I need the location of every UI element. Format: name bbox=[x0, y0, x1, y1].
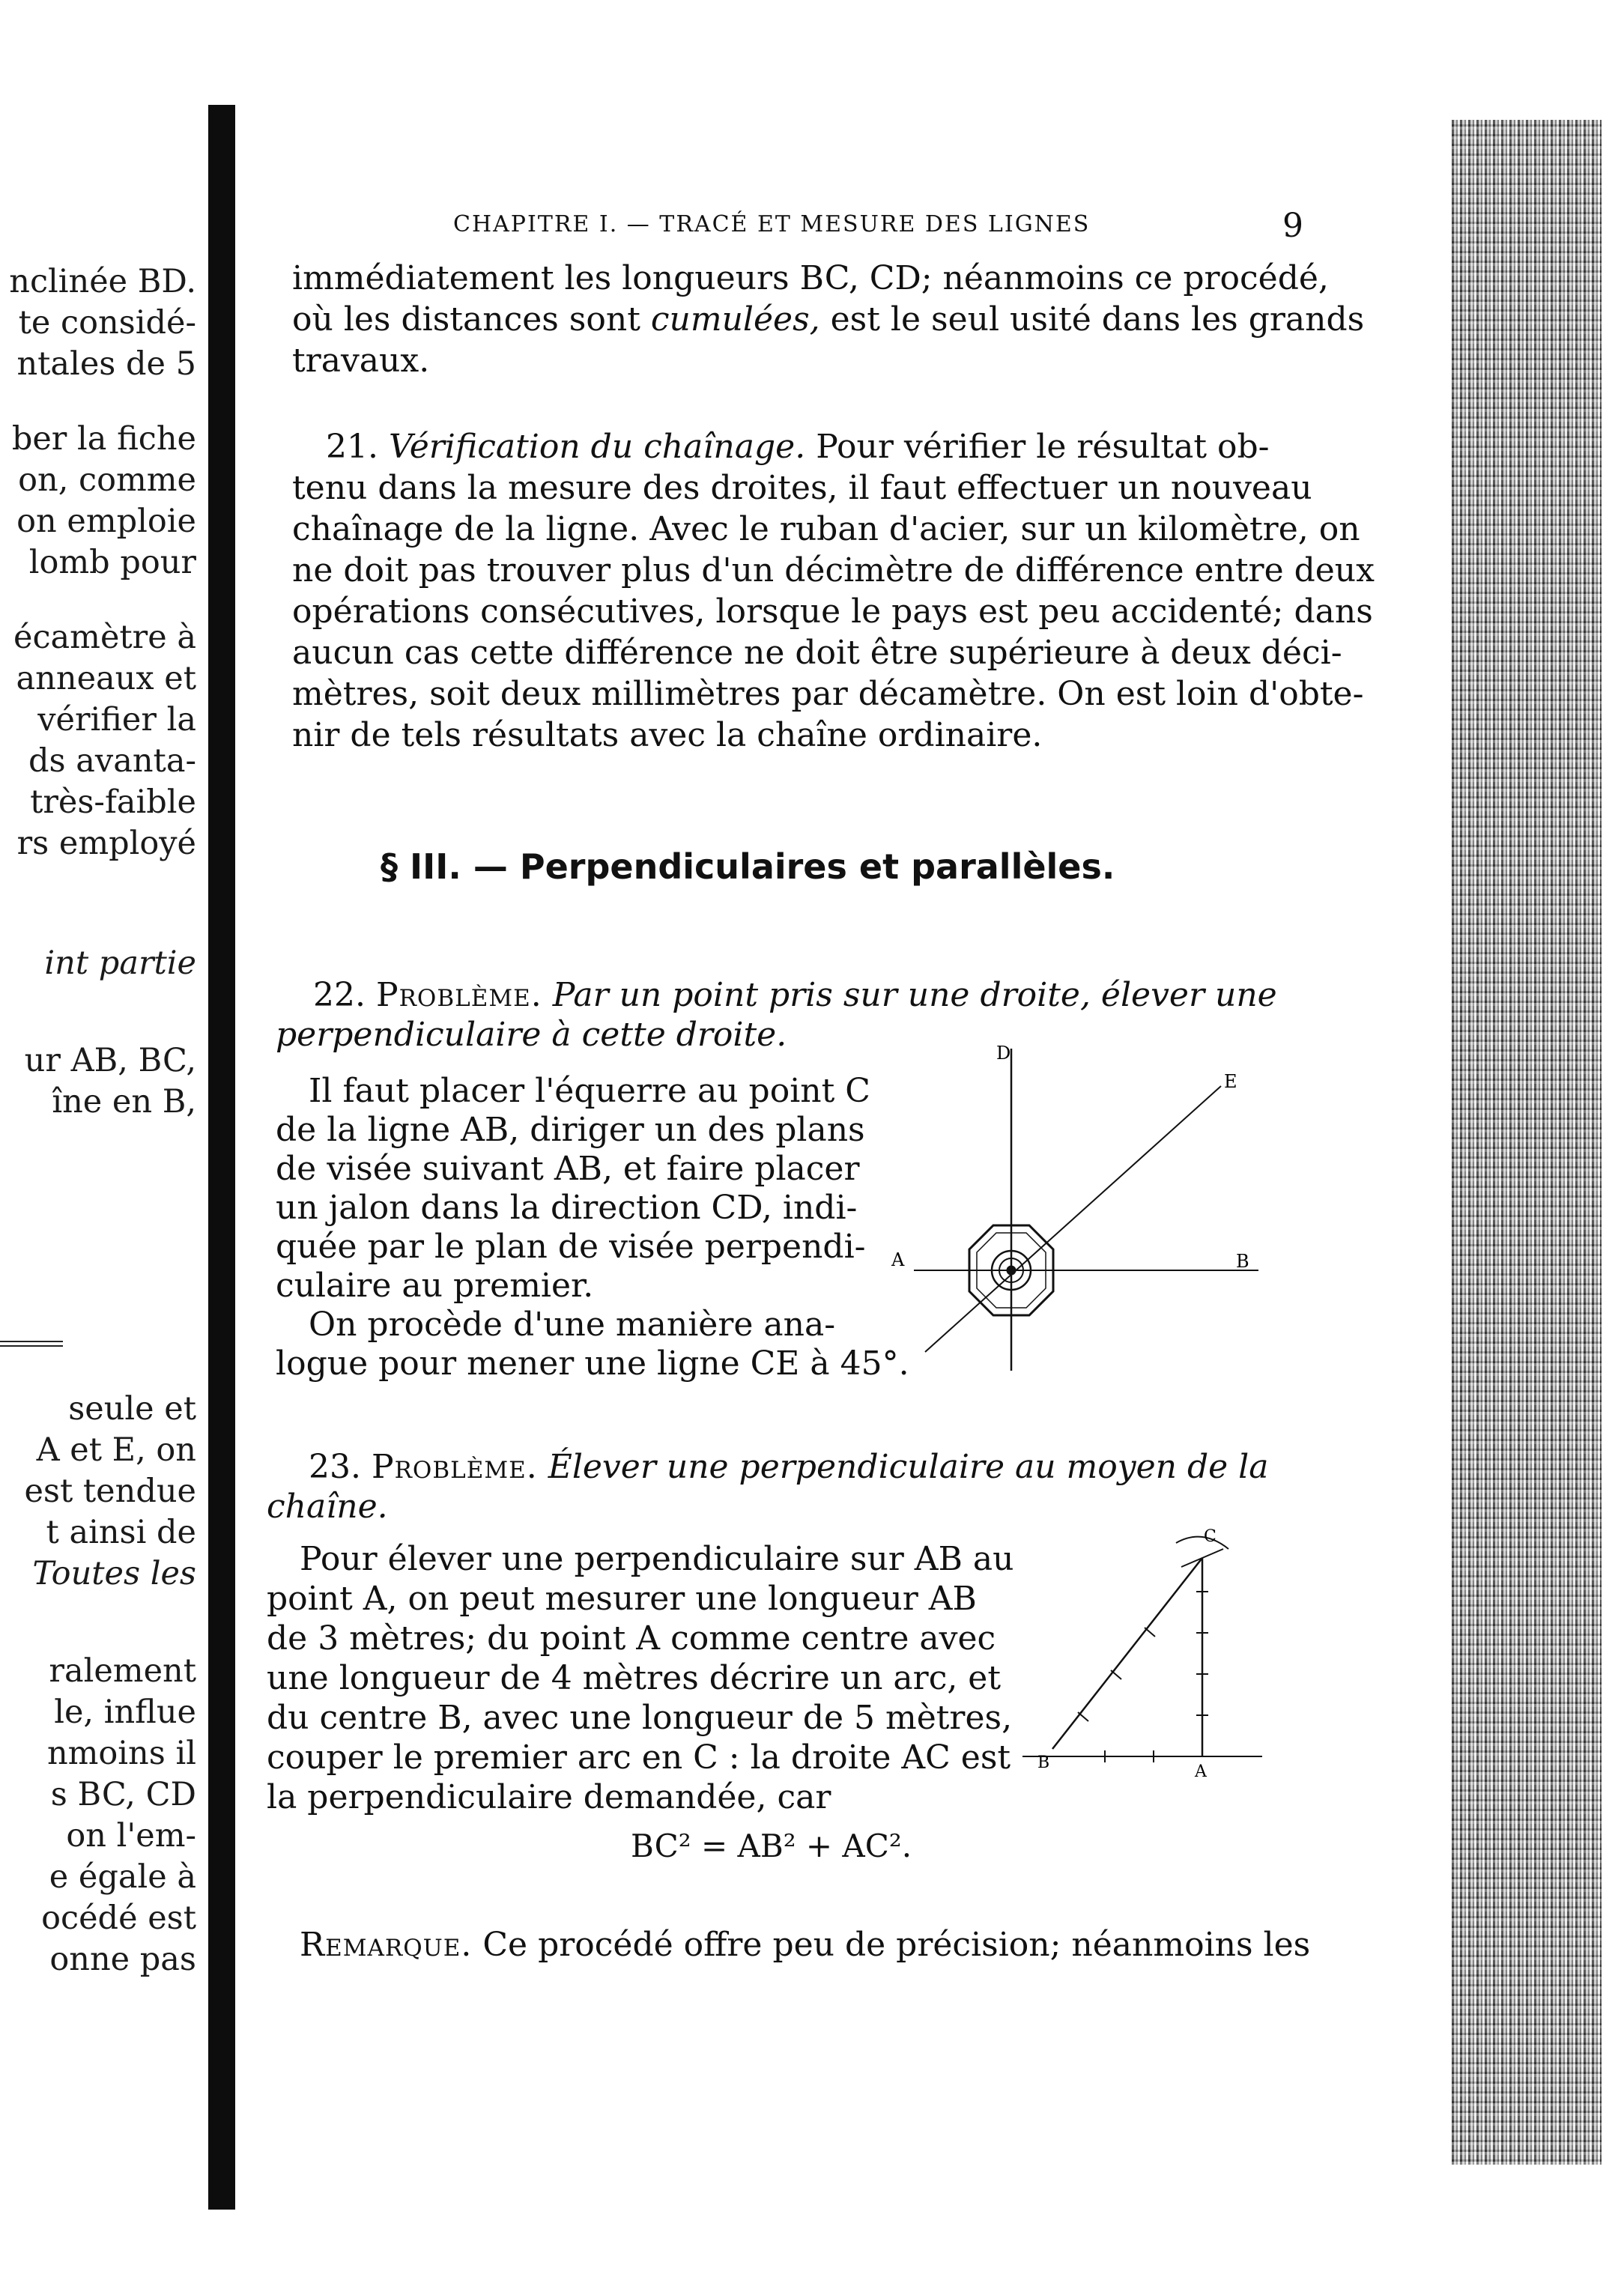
left-page-line: on l'em- bbox=[66, 1817, 196, 1855]
body-line: logue pour mener une ligne CE à 45°. bbox=[276, 1344, 909, 1383]
left-page-line: ds avanta- bbox=[28, 742, 196, 780]
problem-label: Problème. bbox=[371, 1448, 538, 1486]
line-bc bbox=[1052, 1558, 1202, 1749]
figure-equerre bbox=[869, 1034, 1273, 1386]
body-line: On procède d'une manière ana- bbox=[309, 1306, 836, 1344]
running-head: CHAPITRE I. — TRACÉ ET MESURE DES LIGNES bbox=[453, 211, 1091, 237]
body-line: de 3 mètres; du point A comme centre avec bbox=[267, 1619, 996, 1658]
left-page-line: le, influe bbox=[54, 1694, 196, 1731]
left-page-line: onne pas bbox=[49, 1941, 196, 1978]
left-page-line: int partie bbox=[44, 945, 196, 982]
body-line: chaînage de la ligne. Avec le ruban d'acier, sur un kilomètre, on bbox=[292, 510, 1360, 548]
label-a: A bbox=[1195, 1762, 1207, 1781]
body-line: tenu dans la mesure des droites, il faut effectuer un nouveau bbox=[292, 469, 1312, 507]
left-page-line: on emploie bbox=[16, 503, 196, 540]
left-page-line: océdé est bbox=[41, 1899, 196, 1937]
arc-a bbox=[1176, 1537, 1228, 1549]
italic-run: cumulées, bbox=[650, 300, 820, 339]
body-line: nir de tels résultats avec la chaîne ordinaire. bbox=[292, 716, 1043, 754]
body-line: ne doit pas trouver plus d'un décimètre de différence entre deux bbox=[292, 551, 1375, 589]
label-c: C bbox=[1204, 1527, 1217, 1546]
left-page-line: ntales de 5 bbox=[16, 345, 196, 383]
paragraph-23-statement bbox=[309, 1447, 1268, 1488]
book-gutter bbox=[208, 105, 235, 2210]
body-line: aucun cas cette différence ne doit être supérieure à deux déci- bbox=[292, 634, 1342, 672]
paragraph-title: Vérification du chaînage. bbox=[388, 428, 806, 466]
section-heading: § III. — Perpendiculaires et parallèles. bbox=[381, 846, 1115, 887]
previous-page-fragment bbox=[0, 101, 202, 2213]
left-page-line: nmoins il bbox=[46, 1735, 196, 1772]
text-run: Pour vérifier le résultat ob- bbox=[805, 428, 1270, 466]
body-line bbox=[292, 300, 1364, 340]
body-line: mètres, soit deux millimètres par décamètre. On est loin d'obte- bbox=[292, 675, 1364, 713]
line-ce bbox=[925, 1086, 1221, 1352]
left-page-line: anneaux et bbox=[16, 660, 196, 697]
center-point bbox=[1007, 1266, 1016, 1275]
label-b: B bbox=[1236, 1251, 1249, 1272]
body-line: une longueur de 4 mètres décrire un arc, et bbox=[267, 1659, 1002, 1697]
left-page-line: s BC, CD bbox=[50, 1776, 196, 1813]
text-run: Ce procédé offre peu de précision; néanmoins les bbox=[472, 1926, 1311, 1964]
page-number: 9 bbox=[1282, 207, 1303, 245]
left-page-line: on, comme bbox=[18, 461, 196, 499]
body-line: du centre B, avec une longueur de 5 mètres, bbox=[267, 1699, 1013, 1737]
left-page-line: lomb pour bbox=[28, 544, 196, 581]
paragraph-number: 21. bbox=[326, 428, 378, 466]
body-line: travaux. bbox=[292, 342, 430, 380]
problem-label: Problème. bbox=[375, 976, 542, 1014]
left-page-line: très-faible bbox=[30, 783, 196, 821]
body-line: la perpendiculaire demandée, car bbox=[267, 1778, 831, 1816]
page-edges bbox=[1452, 120, 1602, 2165]
body-line: de la ligne AB, diriger un des plans bbox=[276, 1111, 865, 1149]
left-page-line: nclinée BD. bbox=[9, 263, 196, 300]
left-page-line: vérifier la bbox=[37, 701, 196, 739]
paragraph-number: 22. bbox=[313, 976, 366, 1014]
formula: BC² = AB² + AC². bbox=[631, 1828, 912, 1864]
left-page-line: îne en B, bbox=[52, 1083, 196, 1121]
left-page-line: écamètre à bbox=[13, 619, 196, 656]
text-run: où les distances sont bbox=[292, 300, 651, 339]
body-line: immédiatement les longueurs BC, CD; néanmoins ce procédé, bbox=[292, 259, 1329, 297]
problem-statement-cont: perpendiculaire à cette droite. bbox=[276, 1016, 787, 1054]
body-line: un jalon dans la direction CD, indi- bbox=[276, 1189, 858, 1227]
body-line: de visée suivant AB, et faire placer bbox=[276, 1150, 860, 1188]
problem-statement: Par un point pris sur une droite, élever une bbox=[552, 976, 1277, 1014]
left-page-line: e égale à bbox=[49, 1858, 196, 1896]
left-page-line: Toutes les bbox=[32, 1555, 196, 1592]
body-line: quée par le plan de visée perpendi- bbox=[276, 1228, 866, 1266]
left-page-line: A et E, on bbox=[36, 1431, 196, 1469]
left-page-line: te considé- bbox=[18, 304, 196, 342]
body-line: opérations consécutives, lorsque le pays est peu accidenté; dans bbox=[292, 592, 1373, 631]
body-line: culaire au premier. bbox=[276, 1267, 594, 1305]
label-d: D bbox=[996, 1043, 1011, 1064]
label-a: A bbox=[891, 1249, 905, 1270]
left-page-line: est tendue bbox=[24, 1473, 196, 1510]
body-line: Pour élever une perpendiculaire sur AB au bbox=[300, 1540, 1014, 1578]
body-line: Il faut placer l'équerre au point C bbox=[309, 1072, 870, 1110]
left-page-line: ralement bbox=[49, 1652, 196, 1690]
paragraph-21-first-line bbox=[326, 427, 1270, 467]
left-page-line: ber la fiche bbox=[11, 420, 196, 458]
left-page-line: ur AB, BC, bbox=[24, 1042, 196, 1079]
body-line: couper le premier arc en C : la droite AC est bbox=[267, 1738, 1011, 1777]
left-page-line: t ainsi de bbox=[46, 1514, 196, 1551]
body-line: point A, on peut mesurer une longueur AB bbox=[267, 1580, 977, 1618]
figure-triangle bbox=[1015, 1520, 1270, 1790]
remark-label: Remarque. bbox=[300, 1926, 473, 1964]
label-b: B bbox=[1037, 1753, 1050, 1772]
paragraph-22-statement bbox=[313, 975, 1277, 1016]
problem-statement: Élever une perpendiculaire au moyen de la bbox=[548, 1448, 1269, 1486]
left-page-line: rs employé bbox=[16, 825, 196, 862]
left-page-rule bbox=[0, 1341, 63, 1347]
label-e: E bbox=[1224, 1071, 1237, 1092]
text-run: est le seul usité dans les grands bbox=[819, 300, 1365, 339]
left-page-line: seule et bbox=[68, 1390, 196, 1428]
problem-statement-cont: chaîne. bbox=[267, 1488, 388, 1526]
paragraph-number: 23. bbox=[309, 1448, 361, 1486]
remark-line bbox=[300, 1925, 1310, 1965]
